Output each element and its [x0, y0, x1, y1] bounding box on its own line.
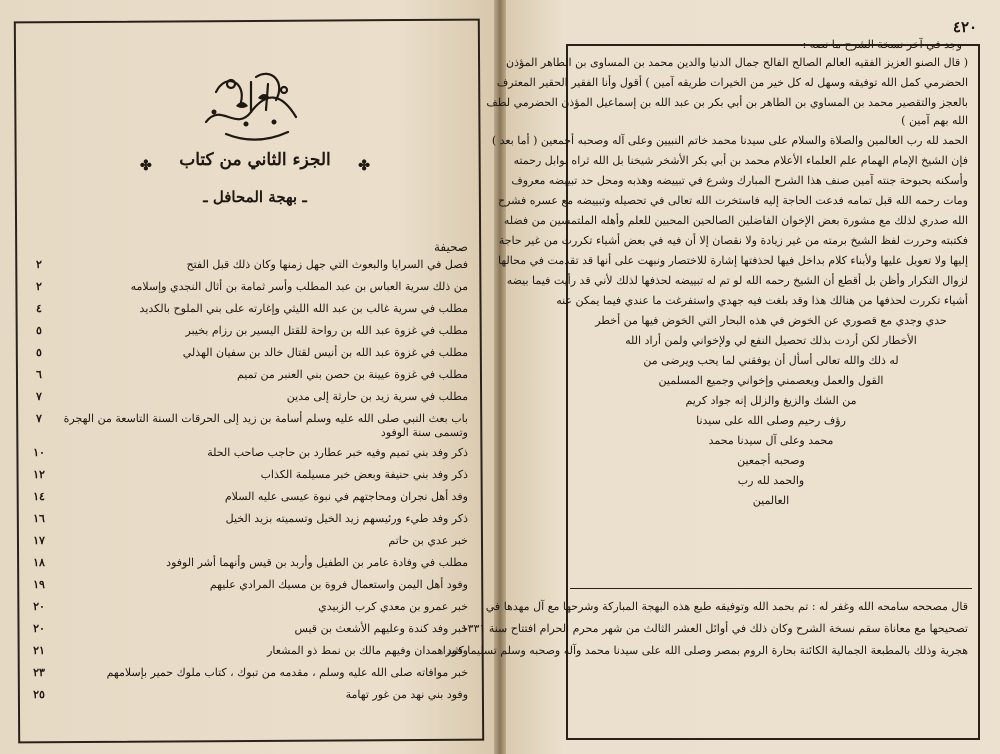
text-line: وأسكنه بحبوحة جنته آمين صنف هذا الشرح المبارك وشرع في تبييضه وهذبه ومحل حد تبييضه معروف: [511, 174, 968, 187]
toc-entry-title: مطلب في غزوة عيينة بن حصن بني العنبر من تميم: [236, 368, 468, 381]
toc-entry: [24, 368, 468, 390]
colophon-line: هجرية وذلك بالمطبعة الجمالية الكائنة بحارة الروم بمصر وصلى الله على سيدنا محمد وآله وصحبه وسلم تسليما كثيرا: [442, 644, 968, 657]
text-line: رؤف رحيم وصلى الله على سيدنا: [696, 414, 846, 427]
book-spine: [494, 0, 506, 754]
text-line: بالعجز والتقصير محمد بن المساوي بن الطاهر بن أبي بكر بن عبد الله بن إسماعيل المؤذن الحضرمي لطف: [486, 96, 968, 109]
divider-rule: [570, 588, 972, 589]
toc-entry-title: ذكر وفد طيء ورئيسهم زيد الخيل وتسميته بزيد الخيل: [225, 512, 468, 525]
toc-entry-page: ٢٠: [33, 600, 45, 613]
toc-entry-title: من ذلك سرية العباس بن عبد المطلب وأسر ثمامة بن أثال النجدي وإسلامه: [130, 280, 468, 293]
text-line: ( قال الصنو العزيز الفقيه العالم الصالح الفالح جمال الدنيا والدين محمد بن المساوى بن الطاهر المؤذن: [506, 56, 968, 69]
text-line: محمد وعلى آل سيدنا محمد: [708, 434, 834, 447]
table-of-contents: [24, 258, 468, 710]
text-line: الحضرمي كمل الله توفيقه وسهل له كل خير من الخيرات طريقه آمين ) أقول وأنا الفقير الحقير المعترف: [496, 76, 968, 89]
toc-entry-page: ٢: [36, 280, 42, 293]
toc-entry-title: ذكر وفد بني تميم وفيه خبر عطارد بن حاجب صاحب الحلة: [207, 446, 468, 459]
volume-heading-text: الجزء الثاني من كتاب: [179, 150, 331, 170]
toc-entry-title: وفد أهل نجران ومحاجتهم في نبوة عيسى عليه السلام: [224, 490, 468, 503]
toc-entry-page: ٢٠: [33, 622, 45, 635]
toc-entry-title: خبر عمرو بن معدي كرب الزبيدي: [318, 600, 468, 613]
intro-line: وجد في آخر نسخة الشرح ما نصه :: [802, 38, 962, 51]
colophon-line: قال مصححه سامحه الله وغفر له : تم بحمد الله وتوفيقه طبع هذه البهجة المباركة وشرحها مع آل مهدها في: [485, 600, 968, 613]
toc-entry-page: ٢٣: [33, 666, 45, 679]
toc-entry-page: ٥: [36, 346, 42, 359]
text-line: الحمد لله رب العالمين والصلاة والسلام على سيدنا محمد خاتم النبيين وعلى آله وصحبه أجمعين ( أما بعد ): [491, 134, 968, 147]
toc-entry-title: خبر موافاته صلى الله عليه وسلم ، مقدمه من تبوك ، كتاب ملوك حمير بإسلامهم: [106, 666, 468, 679]
toc-entry-page: ٥: [36, 324, 42, 337]
toc-entry: [24, 324, 468, 346]
volume-heading: [140, 150, 370, 180]
text-line: فكتبته وحررت لفظ الشيخ برمته من غير زيادة ولا نقصان إلا أن فيه في بعض أشياء تكررت من غير حاجة: [498, 234, 968, 247]
text-line: فإن الشيخ الإمام الهمام علم العلماء الأعلام محمد بن أبي بكر الأشخر شيخنا بل الله ثراه بوابل رحمته: [513, 154, 968, 167]
toc-entry: [24, 258, 468, 280]
text-line: والحمد لله رب: [737, 474, 805, 487]
toc-entry: [24, 346, 468, 368]
toc-entry-title: مطلب في سرية غالب بن عبد الله الليثي وإغارته على بني الملوح بالكديد: [139, 302, 468, 315]
book-title: ـ بهجة المحافل ـ: [203, 188, 307, 206]
text-line: من الشك والزيغ والزلل إنه جواد كريم: [685, 394, 857, 407]
toc-entry-title: مطلب في سرية زيد بن حارثة إلى مدين: [286, 390, 468, 403]
toc-entry: [24, 512, 468, 534]
toc-entry-page: ٧: [36, 412, 42, 425]
text-line: وصحبه أجمعين: [737, 454, 805, 467]
text-line: الله صدري لذلك مع مشورة بعض الإخوان الفاضلين الصالحين المحبين للعلم وأهله الملتمسين من فضله: [503, 214, 968, 227]
toc-entry: [24, 280, 468, 302]
toc-entry-page: ٢: [36, 258, 42, 271]
toc-entry-page: ١٤: [33, 490, 45, 503]
toc-entry: [24, 622, 468, 644]
toc-entry-page: ٦: [36, 368, 42, 381]
text-line: إليها ولا تعويل عليها ولأبناء كلام بداخل فيها لحذفتها إشارة للاختصار ونبهت على أنها قد تقدمت في محالها: [498, 254, 968, 267]
text-line: القول والعمل ويعصمني وإخواني وجميع المسلمين: [658, 374, 884, 387]
toc-entry-page: ١٩: [33, 578, 45, 591]
toc-entry-page: ٢٥: [33, 688, 45, 701]
toc-entry: [24, 688, 468, 710]
text-line: ومات رحمه الله قبل تمامه فدعت الحاجة إليه فاستخرت الله تعالى في تحصيله وتبييضه مع عسره فشرح: [497, 194, 968, 207]
toc-entry: [24, 666, 468, 688]
page-column-header: صحيفة: [433, 240, 468, 254]
calligraphic-ornament-icon: [196, 62, 306, 144]
toc-entry: [24, 644, 468, 666]
page-number: ٤٢٠: [952, 18, 978, 36]
toc-entry: [24, 468, 468, 490]
toc-entry-title: ذكر وفد بني حنيفة وبعض خبر مسيلمة الكذاب: [260, 468, 468, 481]
text-line: أشياء تكررت لحذفها من هنالك هذا وقد بلغت فيه جهدي واستفرغت ما عندي فيما يمكن عنه: [556, 294, 968, 307]
toc-entry: [24, 578, 468, 600]
flourish-icon: ✤: [358, 158, 370, 174]
toc-entry: [24, 446, 468, 468]
toc-entry-page: ١٢: [33, 468, 45, 481]
toc-entry: [24, 390, 468, 412]
toc-entry-page: ١٦: [33, 512, 45, 525]
text-line: لزوال التكرار وأظن بل أقطع أن الشيخ رحمه الله لو تم له تبييضه لحذفها لذلك لأني قد رأيت فيما بيضه: [506, 274, 968, 287]
toc-entry-title: وفود همدان وفيهم مالك بن نمط ذو المشعار: [267, 644, 468, 657]
flourish-icon: ✤: [140, 158, 152, 174]
toc-entry: [24, 556, 468, 578]
toc-entry-page: ١٨: [33, 556, 45, 569]
toc-entry: [24, 600, 468, 622]
toc-entry-title: فصل في السرايا والبعوث التي جهل زمنها وكان ذلك قبل الفتح: [186, 258, 468, 271]
toc-entry-title: وفود أهل اليمن واستعمال فروة بن مسيك المرادي عليهم: [209, 578, 468, 591]
toc-entry-title: مطلب في غزوة عبد الله بن أنيس لقتال خالد بن سفيان الهذلي: [182, 346, 468, 359]
toc-entry-page: ٢١: [33, 644, 45, 657]
toc-entry-title: مطلب في غزوة عبد الله بن رواحة للقتل اليسير بن رزام بخيبر: [185, 324, 468, 337]
toc-entry-title: وفود بني نهد من غور تهامة: [345, 688, 468, 701]
text-line: حدي وجدي مع قصوري عن الخوض في هذه البحار التي الخوض فيها من أخطر: [595, 314, 947, 327]
text-line: له ذلك والله تعالى أسأل أن يوفقني لما يحب ويرضى من: [643, 354, 899, 367]
text-line: الله بهم آمين ): [901, 114, 968, 127]
text-line: العالمين: [752, 494, 790, 507]
toc-entry-page: ١٠: [33, 446, 45, 459]
text-line: الأخطار لكن أردت بذلك تحصيل النفع لي ولإخواني ولمن أراد الله: [625, 334, 917, 347]
toc-entry: [24, 490, 468, 512]
toc-entry-title: خبر وفد كندة وعليهم الأشعث بن قيس: [294, 622, 468, 635]
toc-entry: [24, 302, 468, 324]
toc-entry: [24, 412, 468, 446]
toc-entry-page: ٧: [36, 390, 42, 403]
toc-entry-title: باب بعث النبي صلى الله عليه وسلم أسامة بن زيد إلى الحرقات السنة التاسعة من الهجرة وتسمى سنة الوفود: [63, 412, 468, 439]
colophon-line: تصحيحها مع معاناة سقم نسخة الشرح وكان ذلك في أوائل العشر الثالث من شهر محرم الحرام افتتاح سنة ١٣٣١: [461, 622, 968, 635]
toc-entry-title: مطلب في وفادة عامر بن الطفيل وأربد بن قيس وأنهما أشر الوفود: [166, 556, 468, 569]
toc-entry-title: خبر عدي بن حاتم: [388, 534, 468, 547]
toc-entry: [24, 534, 468, 556]
toc-entry-page: ٤: [36, 302, 42, 315]
toc-entry-page: ١٧: [33, 534, 45, 547]
